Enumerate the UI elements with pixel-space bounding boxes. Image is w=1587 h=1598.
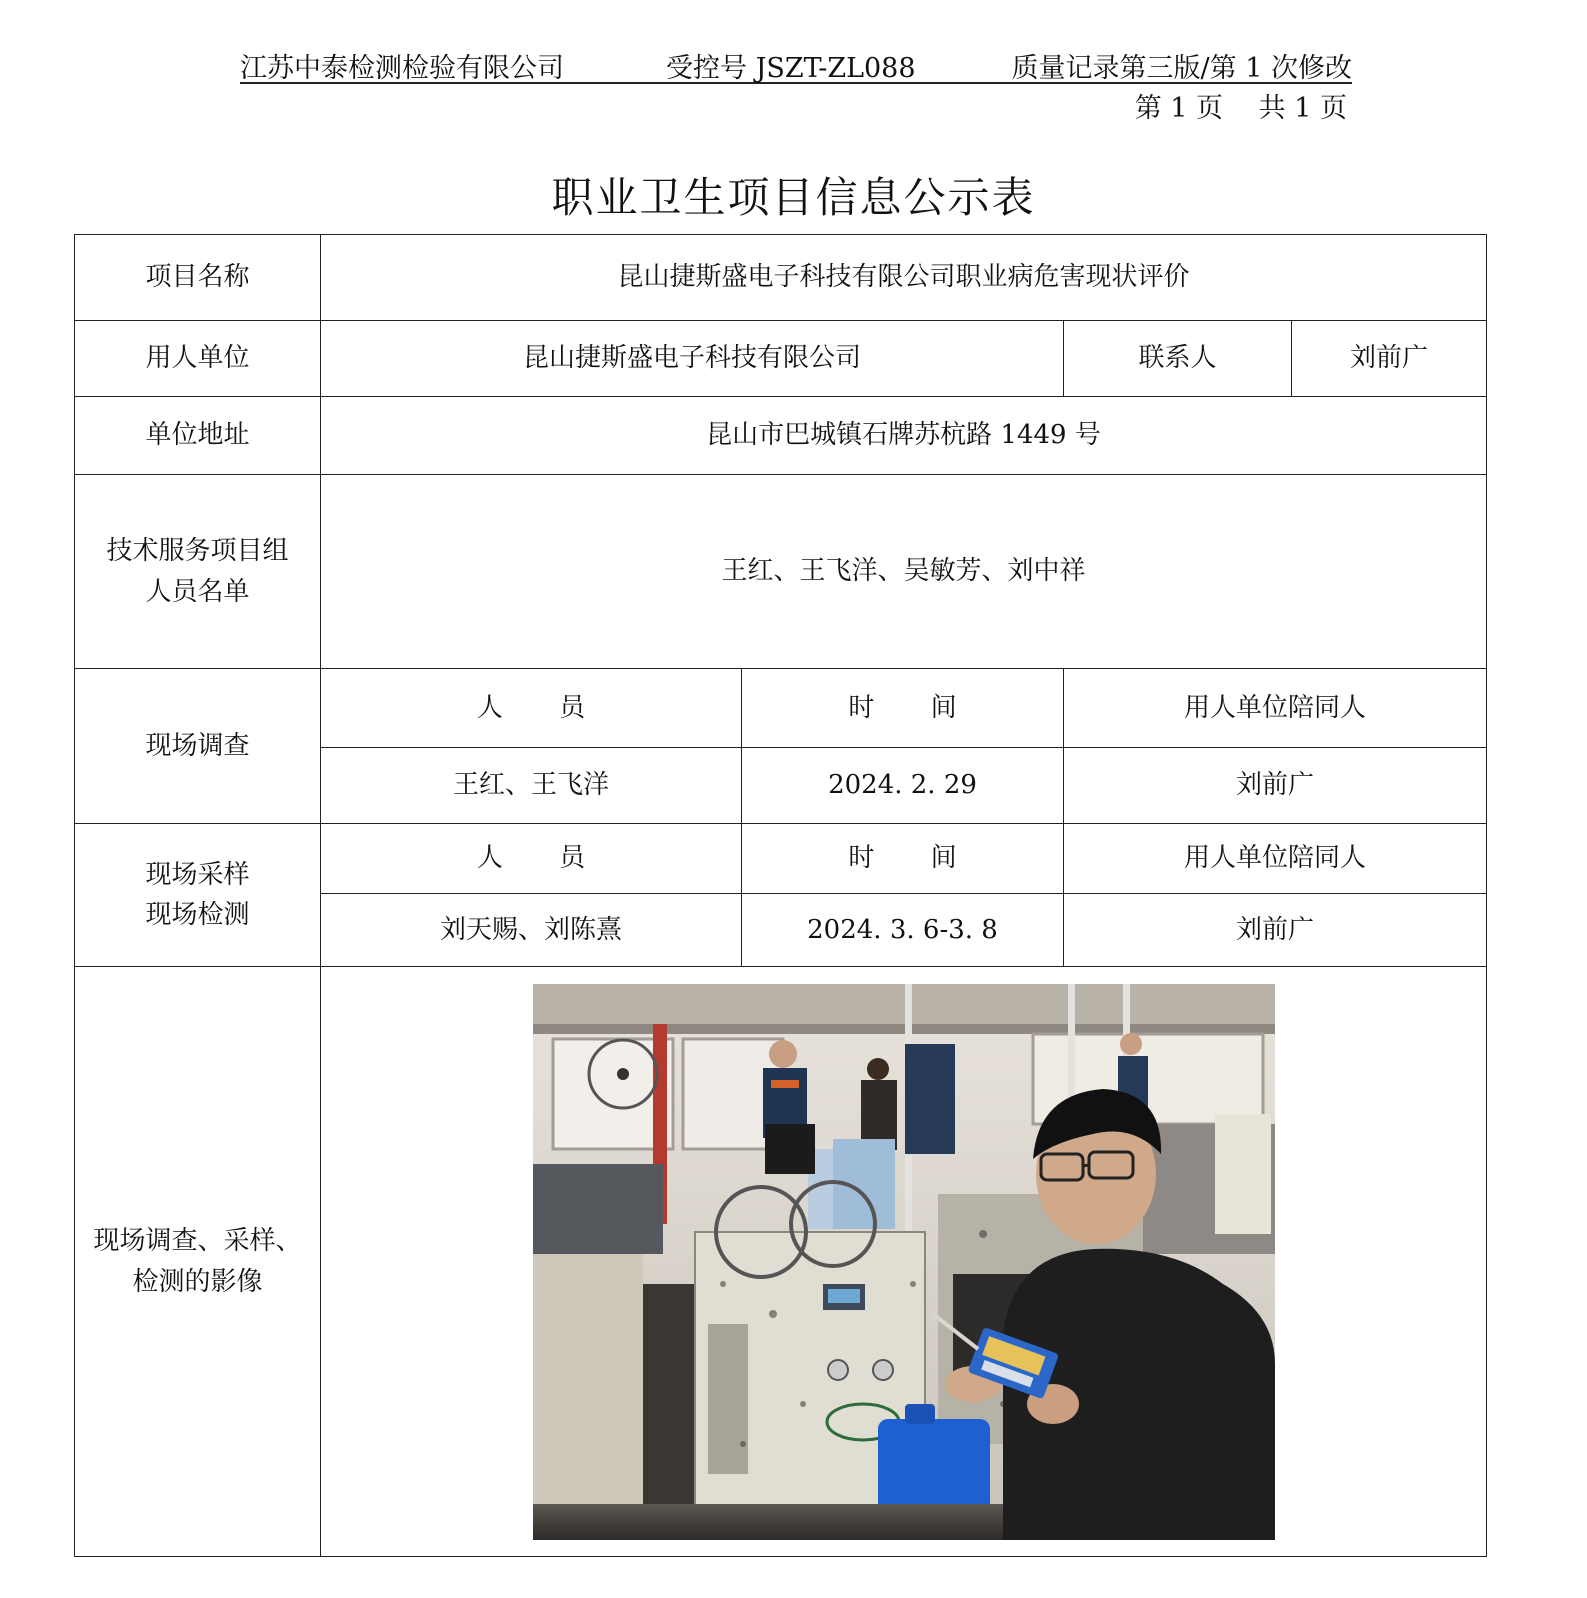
sampling-label bbox=[75, 824, 321, 967]
survey-escort: 刘前广 bbox=[1064, 748, 1487, 824]
survey-header-row bbox=[75, 669, 1487, 748]
survey-label: 现场调查 bbox=[75, 669, 321, 824]
team-row bbox=[75, 475, 1487, 669]
site-photo-cell bbox=[321, 967, 1487, 1557]
survey-time: 2024. 2. 29 bbox=[742, 748, 1064, 824]
company-name: 江苏中泰检测检验有限公司 bbox=[240, 53, 564, 84]
control-number: 受控号 JSZT-ZL088 bbox=[666, 53, 916, 84]
record-version: 质量记录第三版/第 1 次修改 bbox=[1011, 53, 1352, 84]
sampling-escort: 刘前广 bbox=[1064, 894, 1487, 967]
sampling-header-row bbox=[75, 824, 1487, 894]
sampling-col-escort: 用人单位陪同人 bbox=[1064, 824, 1487, 894]
site-photo bbox=[533, 984, 1275, 1540]
survey-col-time: 时 间 bbox=[742, 669, 1064, 748]
project-label: 项目名称 bbox=[75, 235, 321, 321]
employer-label: 用人单位 bbox=[75, 321, 321, 397]
contact-label: 联系人 bbox=[1064, 321, 1292, 397]
team-label-line2: 人员名单 bbox=[145, 576, 250, 607]
page-title: 职业卫生项目信息公示表 bbox=[551, 173, 1036, 222]
document-header bbox=[240, 40, 1352, 84]
page-info: 第 1 页 共 1 页 bbox=[1134, 93, 1347, 124]
project-value: 昆山捷斯盛电子科技有限公司职业病危害现状评价 bbox=[321, 235, 1487, 321]
survey-personnel: 王红、王飞洋 bbox=[321, 748, 742, 824]
images-label-line1: 现场调查、采样、 bbox=[93, 1226, 302, 1257]
address-row bbox=[75, 397, 1487, 475]
sampling-label-line2: 现场检测 bbox=[145, 900, 250, 930]
images-label bbox=[75, 967, 321, 1557]
team-label-line1: 技术服务项目组 bbox=[106, 536, 289, 567]
sampling-time: 2024. 3. 6-3. 8 bbox=[742, 894, 1064, 967]
survey-col-escort: 用人单位陪同人 bbox=[1064, 669, 1487, 748]
sampling-col-personnel: 人 员 bbox=[321, 824, 742, 894]
images-label-line2: 检测的影像 bbox=[132, 1266, 263, 1297]
team-value: 王红、王飞洋、吴敏芳、刘中祥 bbox=[321, 475, 1487, 669]
sampling-col-time: 时 间 bbox=[742, 824, 1064, 894]
contact-value: 刘前广 bbox=[1292, 321, 1487, 397]
survey-col-personnel: 人 员 bbox=[321, 669, 742, 748]
sampling-personnel: 刘天赐、刘陈熹 bbox=[321, 894, 742, 967]
employer-value: 昆山捷斯盛电子科技有限公司 bbox=[321, 321, 1064, 397]
team-label bbox=[75, 475, 321, 669]
images-row bbox=[75, 967, 1487, 1557]
project-row bbox=[75, 235, 1487, 321]
employer-row bbox=[75, 321, 1487, 397]
sampling-label-line1: 现场采样 bbox=[145, 859, 250, 890]
address-value: 昆山市巴城镇石牌苏杭路 1449 号 bbox=[321, 397, 1487, 475]
address-label: 单位地址 bbox=[75, 397, 321, 475]
info-table bbox=[74, 234, 1487, 1557]
